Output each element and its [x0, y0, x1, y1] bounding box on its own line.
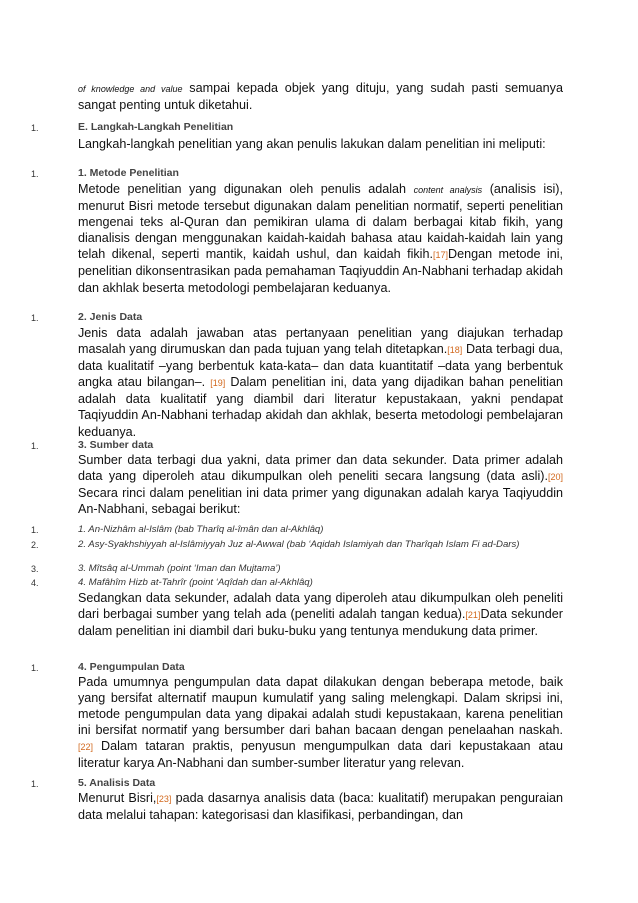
- jenis-text-2: Data terbagi dua, data kualitatif –yang berbentuk kata-kata– dan data kuantitatif –data yang berbentuk angka atau bilangan–.: [78, 342, 563, 390]
- list-number: 1.: [31, 779, 39, 789]
- footnote-link-18[interactable]: [18]: [447, 345, 463, 356]
- section-heading-langkah: E. Langkah-Langkah Penelitian: [78, 121, 234, 133]
- list-number: 3.: [31, 564, 39, 574]
- pengumpulan-paragraph: [78, 674, 563, 772]
- footnote-link-22[interactable]: [22]: [78, 742, 94, 753]
- section-heading-sumber: 3. Sumber data: [78, 439, 154, 451]
- list-number: 1.: [31, 169, 39, 179]
- sumber-paragraph: [78, 452, 563, 517]
- footnote-link-23[interactable]: [23]: [156, 794, 172, 804]
- source-item: 4. Mafâhîm Hizb at-Tahrîr (point ‘Aqîdah dan al-Akhlâq): [78, 577, 313, 588]
- list-number: 4.: [31, 578, 39, 588]
- source-item: 3. Mîtsâq al-Ummah (point ‘Iman dan Mujtama’): [78, 563, 281, 574]
- list-number: 1.: [31, 123, 39, 133]
- sumber-text-1: Sumber data terbagi dua yakni, data primer dan data sekunder. Data primer adalah data yang diperoleh atau dikumpulkan oleh peneliti secara langsung (data asli).: [78, 453, 563, 484]
- jenis-paragraph: [78, 325, 563, 440]
- intro-paragraph: [78, 80, 563, 113]
- source-item: 1. An-Nizhâm al-Islâm (bab Tharîq al-îmân dan al-Akhlâq): [78, 524, 324, 535]
- analisis-paragraph: [78, 790, 563, 823]
- analisis-text-1: Menurut Bisri,: [78, 791, 157, 805]
- langkah-paragraph: [78, 136, 563, 152]
- metode-text-3: Dengan metode ini, penelitian dikonsentrasikan pada pemahaman Taqiyuddin An-Nabhani terhadap akidah dan akhlak beserta metodologi pembelajaran keduanya.: [78, 247, 564, 295]
- footnote-link-20[interactable]: [20]: [547, 472, 563, 483]
- metode-italic: content analysis: [413, 185, 483, 195]
- section-heading-metode: 1. Metode Penelitian: [78, 167, 179, 179]
- jenis-text-1: Jenis data adalah jawaban atas pertanyaan penelitian yang diajukan terhadap masalah yang dirumuskan dan pada tujuan yang telah ditetapkan.: [78, 326, 563, 357]
- section-heading-jenis: 2. Jenis Data: [78, 311, 143, 323]
- jenis-text-3: Dalam penelitian ini, data yang dijadikan bahan penelitian adalah data kualitatif yang diambil dari literatur kepustakaan, yakni pendapat Taqiyuddin An-Nabhani terhadap akidah dan akhlak, beserta metodologi pembelajaran keduanya.: [78, 375, 563, 439]
- intro-italic: of knowledge and value: [78, 84, 183, 94]
- sekunder-text-1: Sedangkan data sekunder, adalah data yang diperoleh atau dikumpulkan oleh peneliti dari berbagai sumber yang telah ada (peneliti adalah tangan kedua).: [78, 591, 563, 622]
- section-heading-pengumpulan: 4. Pengumpulan Data: [78, 661, 185, 673]
- langkah-text: Langkah-langkah penelitian yang akan penulis lakukan dalam penelitian ini meliputi:: [78, 137, 546, 151]
- sekunder-text-2: Data sekunder dalam penelitian ini diambil dari buku-buku yang tentunya mendukung data primer.: [78, 607, 563, 639]
- source-item: 2. Asy-Syakhshiyyah al-Islâmiyyah Juz al-Awwal (bab ‘Aqidah Islamiyah dan Tharîqah Islam Fi ad-Dars): [78, 539, 520, 550]
- section-heading-analisis: 5. Analisis Data: [78, 777, 156, 789]
- pengumpulan-text-1: Pada umumnya pengumpulan data dapat dilakukan dengan beberapa metode, baik yang bersifat alternatif maupun kumulatif yang saling melengkapi. Dalam skripsi ini, metode pengumpulan data yang dipakai adalah studi kepustakaan, karena penelitian ini bersifat normatif yang bersumber dari bahan bacaan dengan penelaahan naskah.: [78, 675, 563, 738]
- pengumpulan-text-2: Dalam tataran praktis, penyusun mengumpulkan data dari kepustakaan atau literatur karya An-Nabhani dan sumber-sumber literatur yang relevan.: [78, 739, 563, 771]
- metode-text-1: Metode penelitian yang digunakan oleh penulis adalah: [78, 182, 414, 196]
- sumber-text-2: Secara rinci dalam penelitian ini data primer yang digunakan adalah karya Taqiyuddin An-Nabhani, sebagai berikut:: [78, 486, 563, 517]
- list-number: 1.: [31, 663, 39, 673]
- footnote-link-19[interactable]: [19]: [210, 378, 226, 389]
- footnote-link-21[interactable]: [21]: [465, 610, 481, 621]
- list-number: 1.: [31, 441, 39, 451]
- list-number: 2.: [31, 540, 39, 550]
- list-number: 1.: [31, 525, 39, 535]
- analisis-text-2: pada dasarnya analisis data (baca: kualitatif) merupakan penguraian data melalui tahapan: kategorisasi dan klasifikasi, perbandingan, dan: [78, 791, 563, 823]
- list-number: 1.: [31, 313, 39, 323]
- intro-text: sampai kepada objek yang dituju, yang sudah pasti semuanya sangat penting untuk diketahui.: [78, 81, 563, 113]
- sekunder-paragraph: [78, 590, 563, 639]
- metode-text-2: (analisis isi), menurut Bisri metode tersebut digunakan dalam penelitian normatif, seperti penelitian mengenai teks al-Quran dan pemikiran ulama di dalam berbagai kitab fikih, yang dianalisis dengan menggunakan kaidah-kaidah bahasa atau kaidah-kaidah lain yang telah dikenal, seperti mantik, kaidah ushul, dan kaidah fikih.: [78, 182, 564, 262]
- metode-paragraph: [78, 181, 563, 296]
- footnote-link-17[interactable]: [17]: [432, 250, 448, 261]
